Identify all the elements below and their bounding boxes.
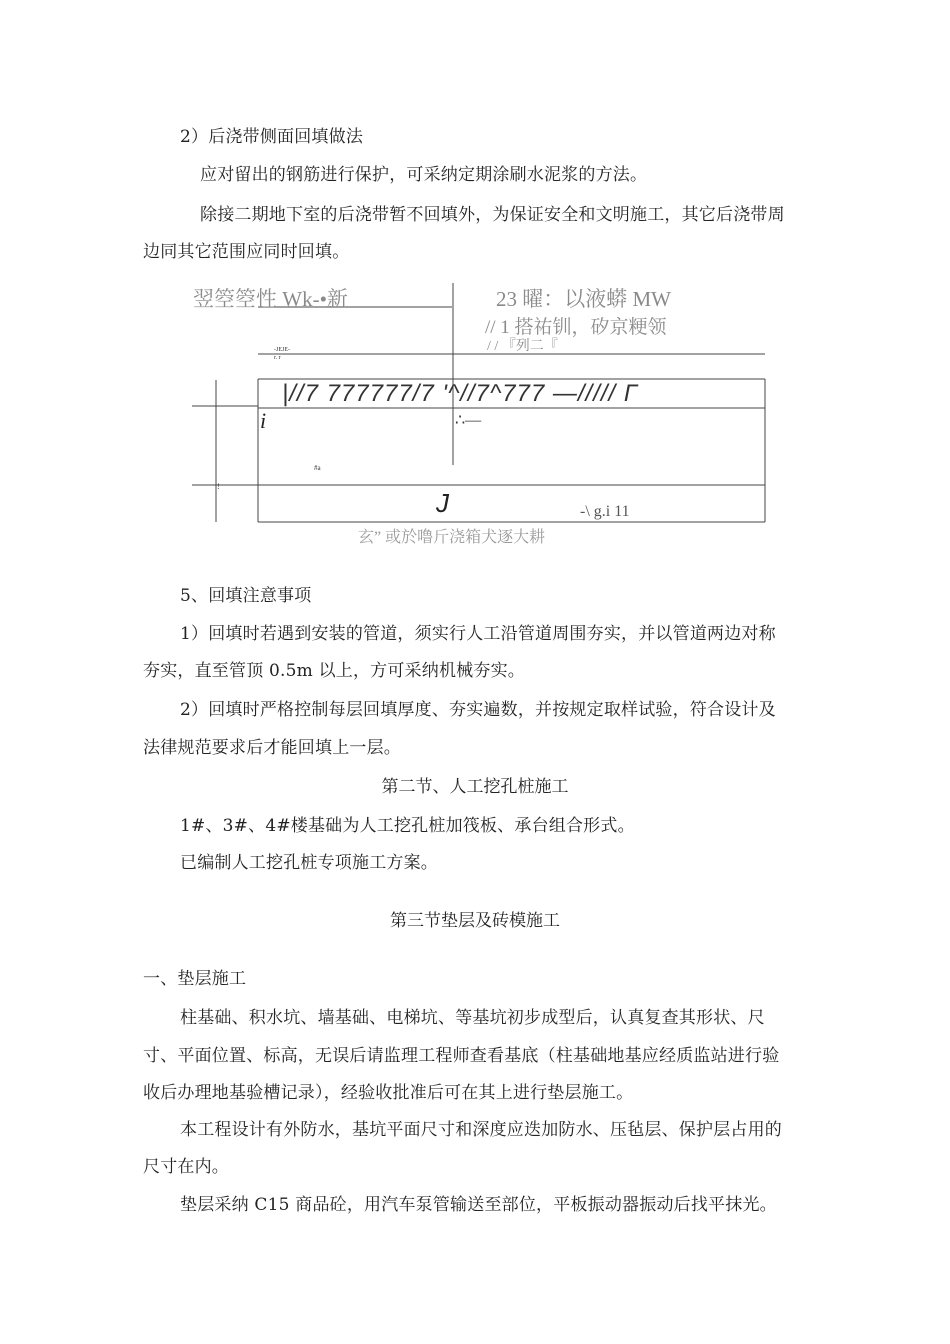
figure-label-right-3: / / 『列二『 — [487, 339, 558, 354]
note-2-line2: 法律规范要求后才能回填上一层。 — [143, 738, 401, 758]
figure-mark-bar: ! — [217, 482, 220, 491]
figure-label-right-2: // 1 搭祐钏，矽京粳领 — [485, 317, 667, 338]
figure-hatch-pattern: |//7 777777/7 '^//7^777 —///// Г — [282, 380, 638, 407]
paragraph-inspection-line2: 寸、平面位置、标高，无误后请监理工程师查看基底（柱基础地基应经质监站进行验 — [143, 1046, 780, 1066]
paragraph-backfill-line1: 除接二期地下室的后浇带暂不回填外，为保证安全和文明施工，其它后浇带周 — [200, 205, 785, 225]
paragraph-concrete-c15: 垫层采纳 C15 商品砼，用汽车泵管输送至部位，平板振动器振动后找平抹光。 — [180, 1195, 777, 1215]
note-1-line1: 1）回填时若遇到安装的管道，须实行人工沿管道周围夯实，并以管道两边对称 — [180, 624, 776, 644]
paragraph-waterproofing-line1: 本工程设计有外防水，基坑平面尺寸和深度应迭加防水、压毡层、保护层占用的 — [180, 1120, 782, 1140]
paragraph-pile-foundation: 1#、3#、4#楼基础为人工挖孔桩加筏板、承台组合形式。 — [180, 816, 635, 836]
paragraph-waterproofing-line2: 尺寸在内。 — [143, 1157, 229, 1177]
paragraph-rebar-protection: 应对留出的钢筋进行保护，可采纳定期涂刷水泥浆的方法。 — [200, 165, 648, 185]
note-1-line2: 夯实，直至管顶 0.5m 以上，方可采纳机械夯实。 — [143, 661, 525, 681]
heading-section-2: 第二节、人工挖孔桩施工 — [381, 777, 569, 797]
subheading-cushion-construction: 一、垫层施工 — [143, 969, 247, 989]
paragraph-pile-plan: 已编制人工挖孔桩专项施工方案。 — [180, 853, 438, 873]
figure-label-left: 翌箜箜性 Wk-•新 — [193, 287, 348, 311]
figure-mark-tiny: #a — [314, 464, 321, 472]
figure-caption: 玄” 或於噜斤浇箱犬逐大耕 — [358, 529, 546, 546]
figure-mark-j: J — [436, 488, 449, 518]
backfill-section-drawing — [0, 0, 950, 560]
figure-small-tag: -JEJE- — [274, 347, 290, 353]
note-2-line1: 2）回填时严格控制每层回填厚度、夯实遍数，并按规定取样试验，符合设计及 — [180, 700, 776, 720]
figure-mark-dots: ∴— — [455, 412, 482, 429]
paragraph-inspection-line3: 收后办理地基验槽记录），经验收批准后可在其上进行垫层施工。 — [143, 1083, 634, 1103]
figure-mark-i: i — [260, 408, 267, 433]
paragraph-inspection-line1: 柱基础、积水坑、墙基础、电梯坑、等基坑初步成型后，认真复查其形状、尺 — [180, 1008, 765, 1028]
figure-label-right: 23 曜：以液蟒 MW — [496, 287, 671, 311]
section-title-backfill-notes: 5、回填注意事项 — [180, 586, 312, 606]
figure-mark-gi: -\ g.i 11 — [580, 503, 630, 520]
figure-small-tag-2: r. r — [274, 355, 281, 361]
paragraph-backfill-line2: 边同其它范围应同时回填。 — [143, 242, 350, 262]
subheading-backfill-method: 2）后浇带侧面回填做法 — [180, 127, 364, 147]
heading-section-3: 第三节垫层及砖模施工 — [390, 911, 560, 931]
